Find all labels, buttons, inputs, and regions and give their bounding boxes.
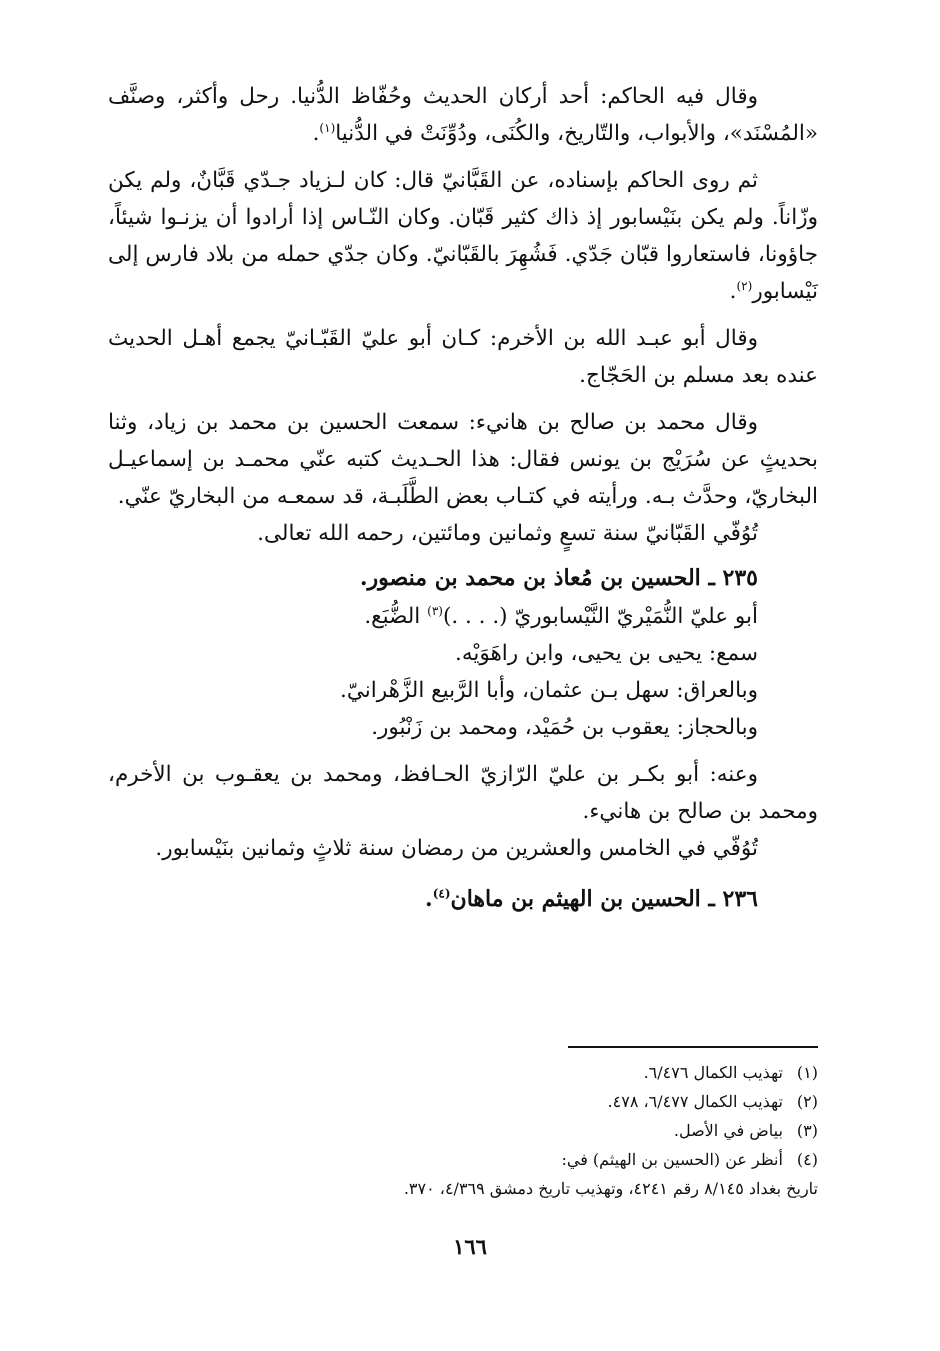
footnote-number: (٣) xyxy=(796,1121,818,1140)
footnote-number: (١) xyxy=(796,1063,818,1082)
footnote-text: تهذيب الكمال ٦/٤٧٧، ٤٧٨. xyxy=(607,1092,783,1111)
footnote-2 xyxy=(108,1087,818,1116)
entry-235-students: وعنه: أبو بكـر بن عليّ الرّازيّ الحـافظ، ومحمد بن يعقـوب بن الأخرم، ومحمد بن صالح بن هانيء. xyxy=(108,762,818,824)
entry-235-heard: سمع: يحيى بن يحيى، وابن راهَوَيْه. xyxy=(455,641,758,666)
footnote-ref-3[interactable]: (٣) xyxy=(427,603,443,618)
nisba-text: أبو عليّ النُّمَيْريّ النَّيْسابوريّ (. . . .) xyxy=(442,604,758,629)
paragraph-text: ثم روى الحاكم بإسناده، عن القَبَّانيّ قال: كان لـزياد جـدّي قَبَّانٌ، ولم يكن وزّاناً. ولم يكن بنَيْسابور إذ ذاك كثير قَبّان. وكان النّـاس إذا أرادوا أن يزنـوا شيئاً، جاؤونا، فاستعاروا قبّان جَدّي. فَشُهِرَ بالقَبّانيّ. وكان جدّي حمله من بلاد فارس إلى نَيْسابور xyxy=(108,168,818,304)
footnote-text: أنظر عن (الحسين بن الهيثم) في: xyxy=(561,1150,783,1169)
footnote-4-continued xyxy=(108,1174,818,1203)
page-body xyxy=(108,78,818,919)
footnote-separator xyxy=(568,1046,818,1048)
death-note-qabbani: تُوُفّي القَبّانيّ سنة تسعٍ وثمانين ومائتين، رحمه الله تعالى. xyxy=(257,521,758,546)
footnote-ref-1[interactable]: (١) xyxy=(319,120,336,135)
footnotes xyxy=(108,1058,818,1203)
page-number: ١٦٦ xyxy=(453,1234,487,1259)
footnote-4 xyxy=(108,1145,818,1174)
footnote-text: بياض في الأصل. xyxy=(673,1121,783,1140)
entry-236-title-end: . xyxy=(425,886,433,912)
footnote-ref-2[interactable]: (٢) xyxy=(736,278,753,293)
entry-236-title-text: ٢٣٦ ـ الحسين بن الهيثم بن ماهان xyxy=(450,886,758,912)
footnote-number: (٤) xyxy=(796,1150,818,1169)
entry-235-nisba xyxy=(108,598,818,635)
entry-235-title: ٢٣٥ ـ الحسين بن مُعاذ بن محمد بن منصور. xyxy=(359,565,758,591)
footnote-number: (٢) xyxy=(796,1092,818,1111)
footnote-text: تهذيب الكمال ٦/٤٧٦. xyxy=(643,1063,783,1082)
entry-235-death: تُوُفّي في الخامس والعشرين من رمضان سنة ثلاثٍ وثمانين بنَيْسابور. xyxy=(155,836,758,861)
paragraph-ibn-hani: وقال محمد بن صالح بن هانيء: سمعت الحسين بن محمد بن زياد، وثنا بحديثٍ عن سُرَيْج بن يونس فقال: هذا الحـديث كتبه عنّي محمـد بن إسماعيـل البخاريّ، وحدَّث بـه. ورأيته في كتـاب بعض الطَّلَبـة، قد سمعـه من البخاريّ عنّي. xyxy=(108,410,818,509)
footnote-text: تاريخ بغداد ٨/١٤٥ رقم ٤٢٤١، وتهذيب تاريخ دمشق ٤/٣٦٩، ٣٧٠. xyxy=(403,1179,818,1198)
paragraph-hakim-quote xyxy=(108,78,818,152)
nisba-end: الضُّبَع. xyxy=(364,604,428,629)
paragraph-end: . xyxy=(729,279,737,304)
entry-235 xyxy=(108,558,818,746)
entry-235-iraq: وبالعراق: سهل بـن عثمان، وأبا الرَّبيع الزَّهْرانيّ. xyxy=(340,678,758,703)
footnote-3 xyxy=(108,1116,818,1145)
footnote-1 xyxy=(108,1058,818,1087)
paragraph-end: . xyxy=(312,121,320,146)
entry-235-hijaz: وبالحجاز: يعقوب بن حُمَيْد، ومحمد بن زَنْبُور. xyxy=(371,715,758,740)
footnote-ref-4[interactable]: (٤) xyxy=(432,886,451,901)
paragraph-qabbani-story xyxy=(108,162,818,310)
paragraph-text: وقال فيه الحاكم: أحد أركان الحديث وحُفّاظ الدُّنيا. رحل وأكثر، وصنَّف «المُسْنَد»، والأبواب، والتّاريخ، والكُنَى، ودُوِّنَتْ في الدُّنيا xyxy=(108,84,818,146)
paragraph-ibn-akhram: وقال أبو عبـد الله بن الأخرم: كـان أبو عليّ القَبّـانيّ يجمع أهـل الحديث عنده بعد مسلم بن الحَجّاج. xyxy=(108,326,818,388)
entry-236-title xyxy=(108,879,818,919)
